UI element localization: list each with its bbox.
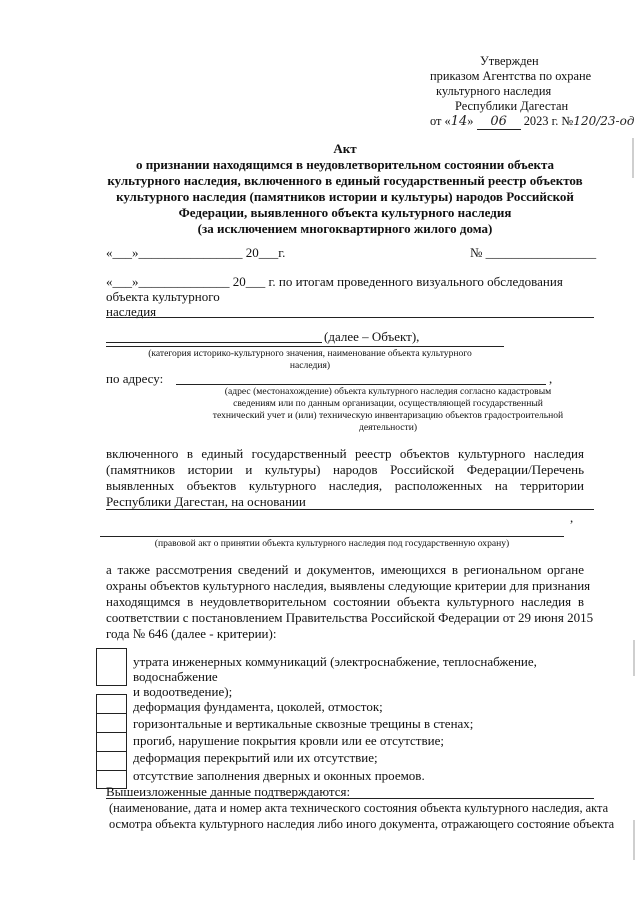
fill-line — [106, 342, 322, 343]
fill-line — [106, 509, 594, 510]
title-line: Федерации, выявленного объекта культурного наследия — [178, 205, 512, 220]
inspection-line: наследия — [106, 304, 157, 319]
fill-line — [106, 317, 594, 318]
title-line: Акт — [333, 141, 357, 156]
scan-edge-mark — [632, 138, 634, 178]
approval-line: культурного наследия — [436, 84, 552, 98]
confirm-label: Вышеизложенные данные подтверждаются: — [106, 784, 351, 799]
handwritten-month: 06 — [477, 114, 521, 130]
criterion-label: деформация фундамента, цоколей, отмосток; — [133, 699, 383, 714]
scan-edge-mark — [633, 640, 635, 676]
criterion-label: утрата инженерных коммуникаций (электроснабжение, теплоснабжение, — [133, 654, 537, 669]
inspection-line: объекта культурного — [106, 289, 220, 304]
fill-line — [100, 536, 564, 537]
approval-line: Утвержден — [480, 54, 539, 68]
criteria-intro-line: соответствии с постановлением Правительства Российской Федерации от 29 июня 2015 — [106, 610, 594, 625]
registry-comma: , — [570, 510, 574, 525]
criteria-intro-line: охраны объектов культурного наследия, выявлены следующие критерии для признания — [106, 578, 591, 593]
fill-line — [106, 798, 594, 799]
date-mid: » — [467, 114, 474, 128]
criteria-intro-line: а также рассмотрения сведений и документов, имеющихся в региональном органе — [106, 562, 584, 577]
act-number-field: № _________________ — [470, 245, 597, 260]
title-line: (за исключением многоквартирного жилого дома) — [197, 221, 493, 236]
criterion-label: и водоотведение); — [133, 684, 233, 699]
criteria-intro-line: года № 646 (далее - критерии): — [106, 626, 277, 641]
criterion-checkbox[interactable] — [96, 732, 127, 752]
confirm-caption: (наименование, дата и номер акта технического состояния объекта культурного наследия, акта — [109, 801, 609, 815]
registry-line: (памятников истории и культуры) народов Российской Федерации/Перечень — [106, 462, 584, 477]
address-label: по адресу: — [106, 371, 164, 386]
title-line: о признании находящимся в неудовлетворительном состоянии объекта — [135, 157, 555, 172]
object-suffix: (далее – Объект), — [324, 329, 420, 344]
approval-date-line — [430, 114, 634, 130]
registry-line: Республики Дагестан, на основании — [106, 494, 306, 509]
address-caption: сведениям или по данным организации, осуществляющей государственный — [233, 398, 543, 409]
date-prefix: от « — [430, 114, 451, 128]
criterion-label: деформация перекрытий или их отсутствие; — [133, 750, 378, 765]
criterion-checkbox[interactable] — [96, 648, 127, 686]
address-caption: (адрес (местонахождение) объекта культурного наследия согласно кадастровым — [224, 386, 552, 397]
object-caption: наследия) — [289, 360, 331, 371]
address-comma: , — [549, 371, 553, 386]
registry-caption: (правовой акт о принятии объекта культурного наследия под государственную охрану) — [154, 538, 510, 549]
inspection-line: «___»______________ 20___ г. по итогам проведенного визуального обследования — [106, 274, 563, 289]
address-caption: технический учет и (или) техническую инвентаризацию объектов градостроительной — [212, 410, 564, 421]
criterion-checkbox[interactable] — [96, 694, 127, 714]
object-caption: (категория историко-культурного значения, наименование объекта культурного — [148, 348, 472, 359]
number-prefix: № — [561, 114, 574, 128]
criterion-label: водоснабжение — [133, 669, 218, 684]
address-caption: деятельности) — [358, 422, 418, 433]
title-line: культурного наследия (памятников истории и культуры) народов Российской — [116, 189, 574, 204]
registry-line: включенного в единый государственный реестр объектов культурного наследия — [106, 446, 584, 461]
fill-line — [176, 384, 546, 385]
approval-line: Республики Дагестан — [455, 99, 569, 113]
approval-line: приказом Агентства по охране — [430, 69, 592, 83]
confirm-caption: осмотра объекта культурного наследия либо иного документа, отражающего состояние объекта — [109, 817, 615, 831]
fill-line — [106, 346, 504, 347]
criterion-label: горизонтальные и вертикальные сквозные трещины в стенах; — [133, 716, 474, 731]
registry-line: выявленных объектов культурного наследия, расположенных на территории — [106, 478, 584, 493]
handwritten-day: 14 — [450, 114, 468, 129]
criterion-checkbox[interactable] — [96, 713, 127, 733]
title-line: культурного наследия, включенного в единый государственный реестр объектов — [107, 173, 583, 188]
approval-year: 2023 г. — [523, 114, 559, 128]
act-date-field: «___»________________ 20___г. — [106, 245, 286, 260]
criterion-label: прогиб, нарушение покрытия кровли или ее отсутствие; — [133, 733, 444, 748]
criterion-label: отсутствие заполнения дверных и оконных проемов. — [133, 768, 425, 783]
criteria-intro-line: находящимся в неудовлетворительном состоянии объекта культурного наследия в — [106, 594, 584, 609]
handwritten-order-number: 120/23-од — [573, 114, 635, 128]
scan-edge-mark — [633, 820, 635, 860]
criterion-checkbox[interactable] — [96, 751, 127, 771]
